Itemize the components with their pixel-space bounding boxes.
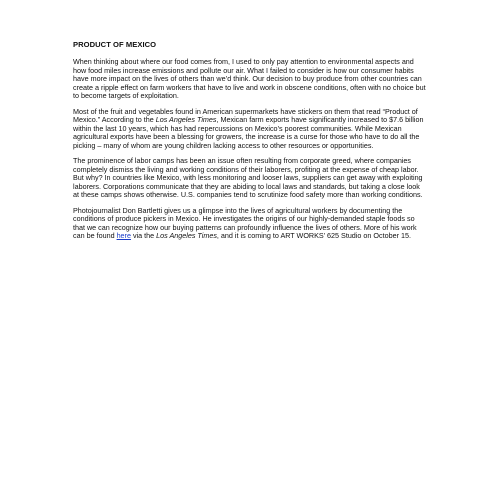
paragraph-text: , Mexican farm exports have significantly increased to $7.6 billion within the last 10 years, which has had repercussions on Mexico’s poorest communities. While Mexican agricultural exports have been a blessing for growers, the increase is a curse for those who have to do all the picking – many of whom are young children lacking access to other resources or opportunities.	[73, 115, 424, 150]
publication-name: Los Angeles Times	[155, 115, 217, 124]
paragraph-labor-camps-text: The prominence of labor camps has been an issue often resulting from corporate greed, where companies completely dismiss the living and working conditions of their laborers, profiting at the expense of cheap labor. But why? In countries like Mexico, with less monitoring and looser laws, suppliers can get away with exploiting laborers. Corporations communicate that they are abiding to local laws and standards, but taking a close look at these camps shows otherwise. U.S. companies tend to scrutinize food safety more than working conditions.	[73, 156, 423, 199]
paragraph-intro-text: When thinking about where our food comes from, I used to only pay attention to environmental aspects and how food miles increase emissions and pollute our air. What I failed to consider is how our consumer habits have more impact on the lives of others than we’d think. Our decision to buy produce from other countries can create a ripple effect on farm workers that have to live and work in obscene conditions, often with no choice but to become targets of exploitation.	[73, 57, 426, 100]
paragraph-text: Most of the fruit and vegetables found in American supermarkets have stickers on them that read “Product of Mexico.” According to the	[73, 106, 418, 124]
paragraph-labor-camps	[73, 157, 427, 200]
paragraph-intro	[73, 58, 427, 101]
paragraph-text: Photojournalist Don Bartletti gives us a glimpse into the lives of agricultural workers by documenting the conditions of produce pickers in Mexico. He investigates the origins of our highly-demanded staple foods so that we can recognize how our buying patterns can profoundly influence the lives of others. More of his work can be found	[73, 205, 417, 240]
here-link[interactable]: here	[116, 231, 131, 240]
paragraph-text: via the	[130, 231, 157, 240]
paragraph-text: , and it is coming to ART WORKS’ 625 Studio on October 15.	[216, 231, 411, 240]
publication-name: Los Angeles Times	[156, 231, 217, 240]
paragraph-mexico-exports	[73, 108, 427, 151]
document-title: PRODUCT OF MEXICO	[73, 40, 157, 49]
paragraph-photojournalist	[73, 207, 427, 241]
